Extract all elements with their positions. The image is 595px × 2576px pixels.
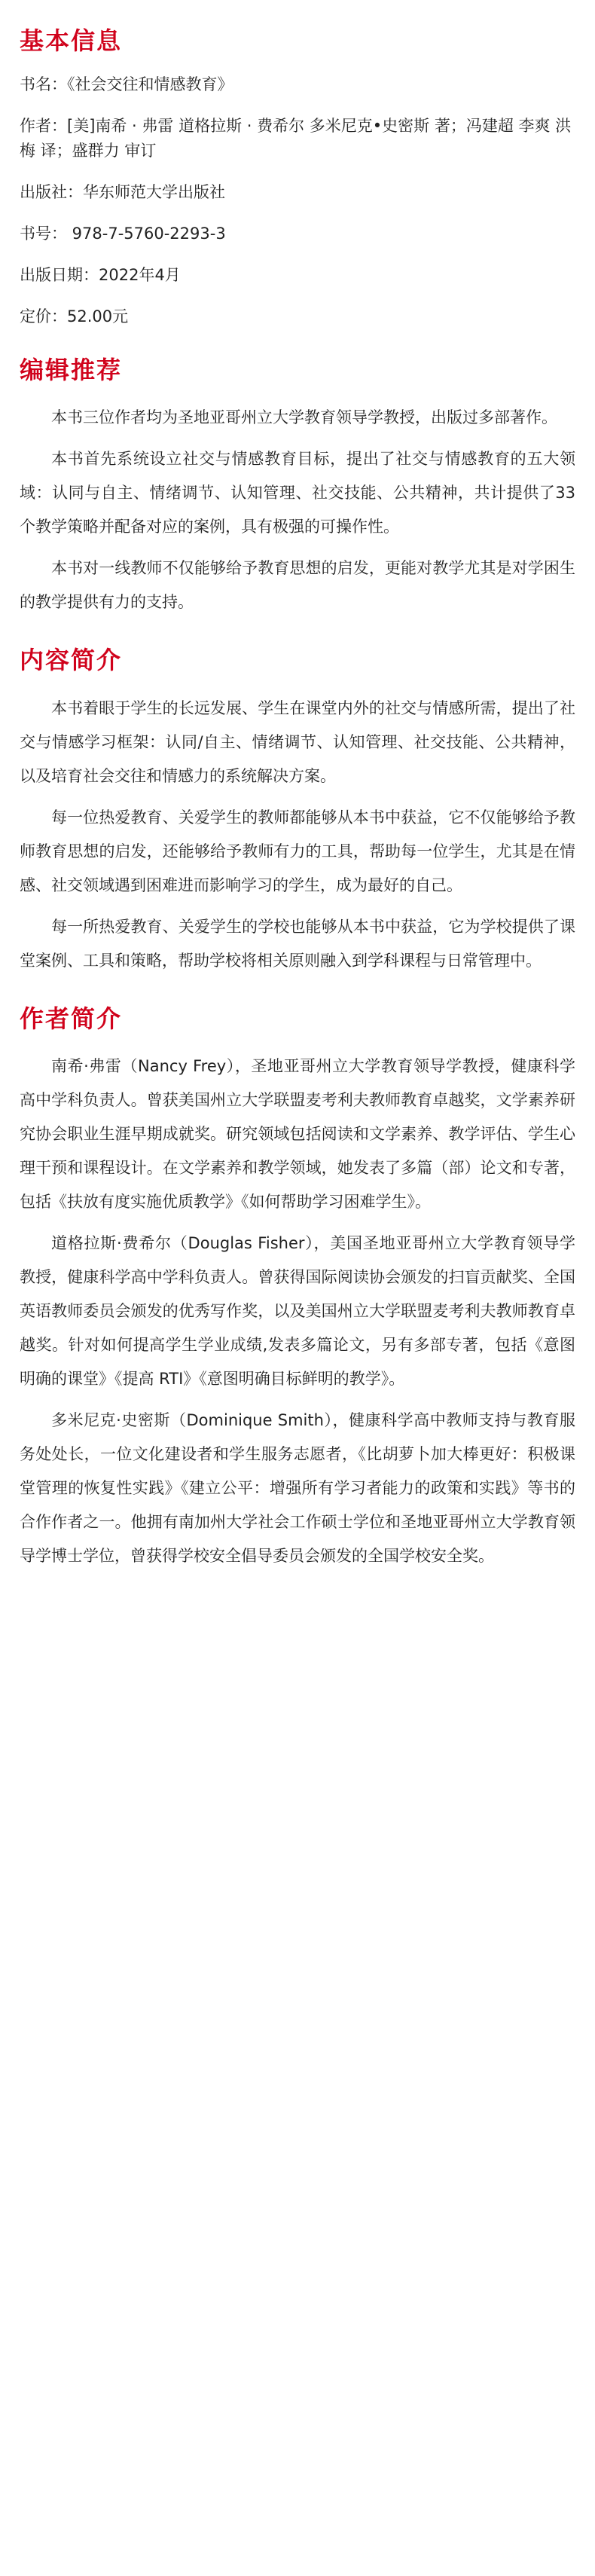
content-summary-section [20, 645, 575, 978]
publish-date-line: 出版日期：2022年4月 [20, 265, 181, 284]
author-intro-heading: 作者简介 [20, 1004, 123, 1033]
author-intro-section [20, 1004, 575, 1574]
price-line: 定价：52.00元 [20, 307, 129, 325]
publisher-line: 出版社：华东师范大学出版社 [20, 182, 225, 201]
editor-paragraph: 本书三位作者均为圣地亚哥州立大学教育领导学教授，出版过多部著作。 [51, 408, 557, 427]
editor-recommendation-heading: 编辑推荐 [20, 355, 123, 384]
summary-paragraph: 每一位热爱教育、关爱学生的教师都能够从本书中获益，它不仅能够给予教师教育思想的启发，还能够给予教师有力的工具，帮助每一位学生，尤其是在情感、社交领域遇到困难进而影响学习的学生，成为最好的自己。 [20, 808, 575, 894]
book-title-line: 书名：《社会交往和情感教育》 [20, 75, 233, 93]
author-paragraph-douglas-fisher: 道格拉斯·费希尔（Douglas Fisher），美国圣地亚哥州立大学教育领导学教授，健康科学高中学科负责人。曾获得国际阅读协会颁发的扫盲贡献奖、全国英语教师委员会颁发的优秀写作奖，以及美国州立大学联盟麦考利夫教师教育卓越奖。针对如何提高学生学业成绩,发表多篇论文，另有多部专著，包括《意图明确的课堂》《提高 RTI》《意图明确目标鲜明的教学》。 [20, 1234, 575, 1389]
editor-paragraph: 本书对一线教师不仅能够给予教育思想的启发，更能对教学尤其是对学困生的教学提供有力的支持。 [20, 559, 575, 612]
summary-paragraph: 本书着眼于学生的长远发展、学生在课堂内外的社交与情感所需，提出了社交与情感学习框架：认同/自主、情绪调节、认知管理、社交技能、公共精神，以及培育社会交往和情感力的系统解决方案。 [20, 698, 575, 785]
basic-info-heading: 基本信息 [20, 26, 123, 55]
author-paragraph-nancy-frey: 南希·弗雷（Nancy Frey），圣地亚哥州立大学教育领导学教授，健康科学高中学科负责人。曾获美国州立大学联盟麦考利夫教师教育卓越奖，文学素养研究协会职业生涯早期成就奖。研究领域包括阅读和文学素养、教学评估、学生心理干预和课程设计。在文学素养和教学领域，她发表了多篇（部）论文和专著，包括《扶放有度实施优质教学》《如何帮助学习困难学生》。 [20, 1057, 575, 1212]
editor-recommendation-section [20, 355, 575, 620]
author-paragraph-dominique-smith: 多米尼克·史密斯（Dominique Smith），健康科学高中教师支持与教育服务处处长，一位文化建设者和学生服务志愿者，《比胡萝卜加大棒更好：积极课堂管理的恢复性实践》《建立公平：增强所有学习者能力的政策和实践》等书的合作作者之一。他拥有南加州大学社会工作硕士学位和圣地亚哥州立大学教育领导学博士学位，曾获得学校安全倡导委员会颁发的全国学校安全奖。 [20, 1411, 575, 1566]
content-summary-heading: 内容简介 [20, 646, 123, 675]
author-line: 作者：[美]南希 · 弗雷 道格拉斯 · 费希尔 多米尼克•史密斯 著；冯建超 李爽 洪梅 译；盛群力 审订 [20, 116, 572, 160]
basic-info-section [20, 26, 575, 329]
editor-paragraph: 本书首先系统设立社交与情感教育目标，提出了社交与情感教育的五大领域：认同与自主、情绪调节、认知管理、社交技能、公共精神，共计提供了33 个教学策略并配备对应的案例，具有极强的可操作性。 [20, 450, 575, 536]
summary-paragraph: 每一所热爱教育、关爱学生的学校也能够从本书中获益，它为学校提供了课堂案例、工具和策略，帮助学校将相关原则融入到学科课程与日常管理中。 [20, 917, 575, 970]
isbn-line: 书号： 978-7-5760-2293-3 [20, 224, 226, 243]
